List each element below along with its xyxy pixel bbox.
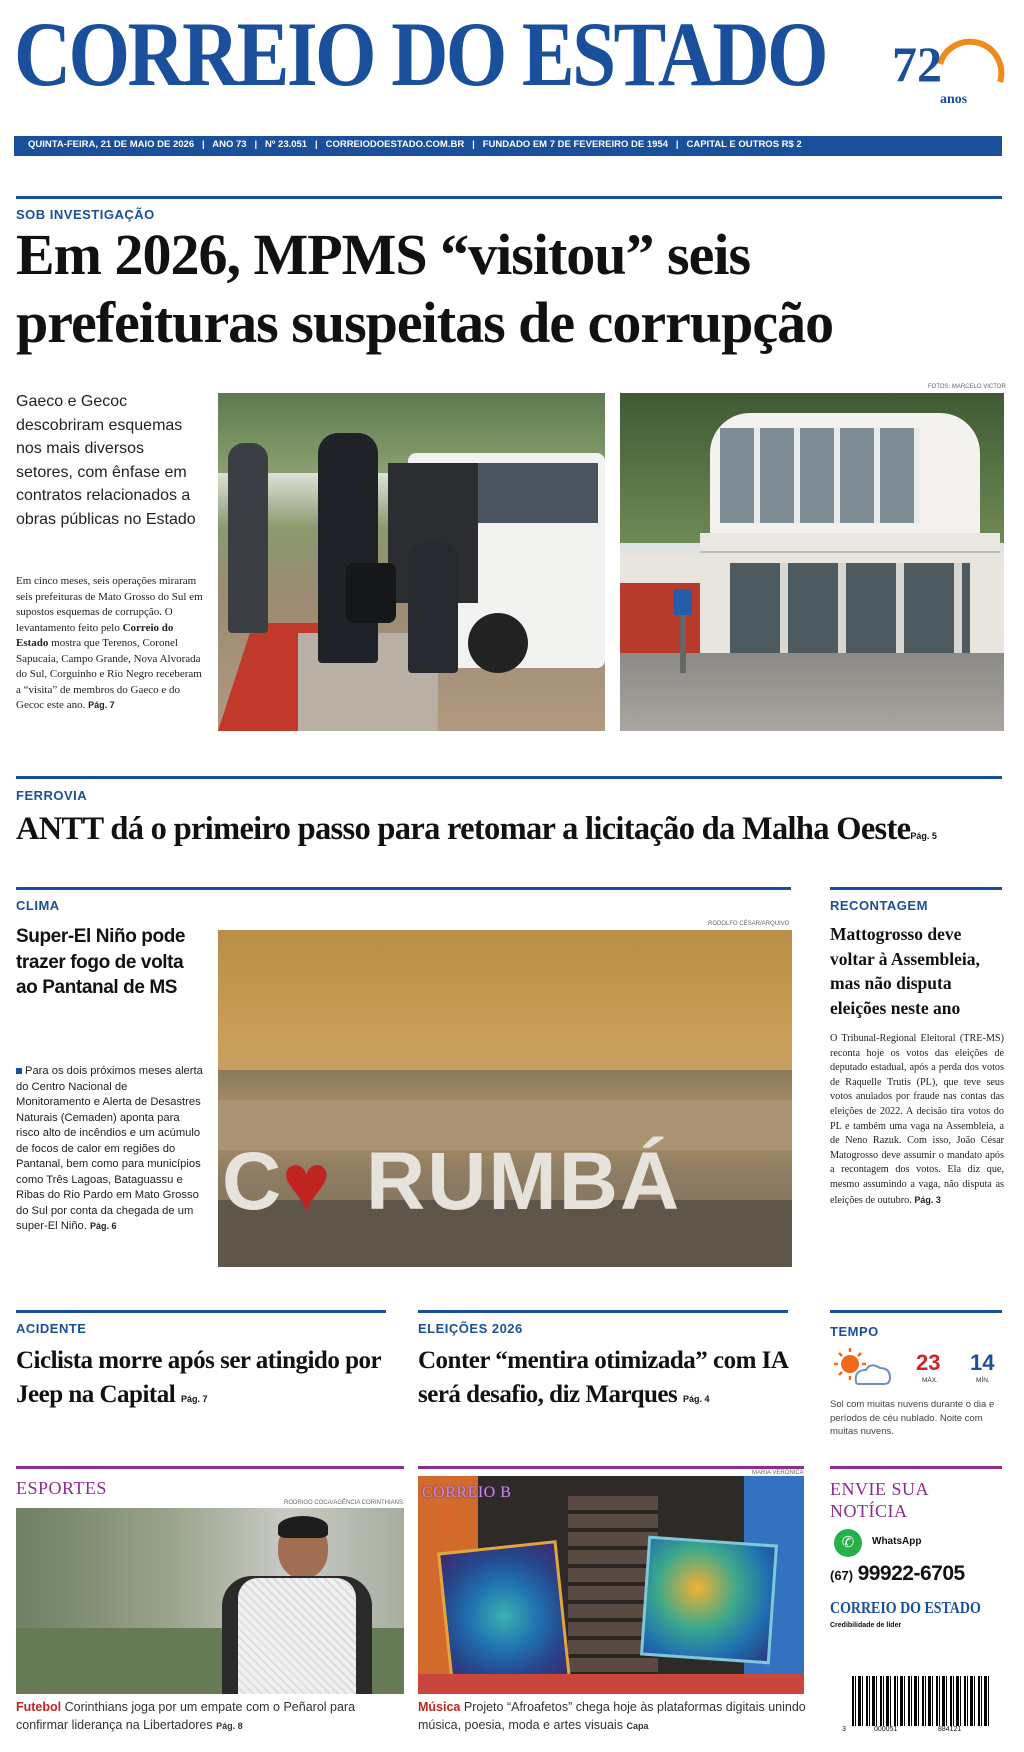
lead-page-ref[interactable]: Pág. 7: [88, 700, 115, 710]
temp-max: 23: [916, 1350, 941, 1375]
acidente-headline[interactable]: [16, 1344, 388, 1416]
lead-photo-police: [218, 393, 605, 731]
correio-b-caption[interactable]: [418, 1698, 810, 1735]
acidente-headline-text: Ciclista morre após ser atingido por Jeep na Capital: [16, 1347, 381, 1408]
whatsapp-icon: ✆: [834, 1529, 862, 1557]
envie-title: ENVIE SUA NOTÍCIA: [830, 1479, 928, 1521]
esportes-caption[interactable]: [16, 1698, 406, 1735]
esportes-page-ref[interactable]: Pág. 8: [216, 1721, 243, 1731]
anniversary-badge: [892, 34, 1012, 114]
phone-number[interactable]: [830, 1562, 965, 1586]
clima-page-ref[interactable]: Pág. 6: [90, 1221, 117, 1231]
tempo-rule: [830, 1310, 1002, 1313]
eleicoes-rule: [418, 1310, 788, 1313]
esportes-photo-credit: RODRIGO COCA/AGÊNCIA CORINTHIANS: [284, 1500, 404, 1506]
recontagem-body-text: O Tribunal-Regional Eleitoral (TRE-MS) reconta hoje os votos das eleições de deputado estadual, após a perda dos votos de Raquelle Trutis (PL), que teve seus votos anulados por fraude nas contas das eleições de 2022. A decisão tira votos do PL e também uma vaga na Assembleia, a de Neno Razuk. Com isso, João César Matogrosso deve assumir o mandato após a recontagem dos votos. Ela diz que, mesmo assumindo a vaga, não disputa as eleições de outubro.: [830, 1033, 1004, 1206]
badge-word: anos: [940, 92, 968, 107]
clima-photo-credit: RODOLFO CÉSAR/ARQUIVO: [708, 921, 790, 927]
sun-cloud-icon: [830, 1346, 894, 1390]
ferrovia-headline[interactable]: [16, 806, 937, 859]
eleicoes-kicker: ELEIÇÕES 2026: [418, 1321, 523, 1336]
weather-sun-cloud-icon: [830, 1346, 894, 1390]
correio-b-page-ref[interactable]: Capa: [626, 1721, 649, 1731]
lead-body-text-2: mostra que Terenos, Coronel Sapucaia, Campo Grande, Nova Alvorada do Sul, Corguinho e Rio Negro receberam a “visita” de membros do Gaeco e do Gecoc este ano.: [16, 637, 202, 711]
tempo-text: Sol com muitas nuvens durante o dia e períodos de céu nublado. Noite com muitas nuvens.: [830, 1399, 995, 1437]
ferrovia-page-ref[interactable]: Pág. 5: [910, 831, 937, 841]
lead-deck: Gaeco e Gecoc descobriram esquemas nos mais diversos setores, com ênfase em contratos relacionados a obras públicas no Estado: [16, 393, 196, 528]
acidente-kicker: ACIDENTE: [16, 1321, 87, 1336]
ferrovia-headline-text: ANTT dá o primeiro passo para retomar a licitação da Malha Oeste: [16, 811, 911, 847]
eleicoes-headline[interactable]: [418, 1344, 792, 1416]
esportes-text: Corinthians joga por um empate com o Peñarol para confirmar liderança na Libertadores: [16, 1700, 356, 1732]
clima-body: [16, 1064, 204, 1235]
barcode-bars: [852, 1676, 992, 1726]
clima-photo-corumba: [218, 930, 792, 1267]
clima-body-text: Para os dois próximos meses alerta do Centro Nacional de Monitoramento e Alerta de Desastres Naturais (Cemaden) aponta para risco alto de incêndios e um acúmulo de focos de calor em regiões do Pantanal, bem como para municípios como Três Lagoas, Bataguassu e Ribas do Rio Pardo em Mato Grosso do Sul por conta da chegada de um super-El Niño.: [16, 1065, 203, 1232]
recontagem-headline[interactable]: Mattogrosso deve voltar à Assembleia, mas não disputa eleições neste ano: [830, 924, 980, 1018]
phone-digits: 99922-6705: [857, 1562, 965, 1585]
lead-rule: [16, 196, 1002, 199]
barcode: [842, 1676, 1002, 1740]
correio-b-lead-word: Música: [418, 1700, 461, 1714]
masthead-title: CORREIO DO ESTADO: [14, 3, 826, 105]
temp-min: 14: [970, 1350, 995, 1375]
envie-tagline: Credibilidade de líder: [830, 1622, 902, 1629]
lead-body-text-1: Em cinco meses, seis operações miraram seis prefeituras de Mato Grosso do Sul em supostos esquemas de corrupção. O levantamento feito pelo: [16, 575, 203, 634]
clima-kicker: CLIMA: [16, 898, 60, 913]
recontagem-body: [830, 1032, 1004, 1208]
sign-letter-c: C: [222, 1136, 282, 1227]
recontagem-page-ref[interactable]: Pág. 3: [914, 1194, 941, 1205]
lead-body-bold: Correio do Estado: [16, 621, 174, 649]
bullet-square-icon: [16, 1068, 22, 1074]
correio-b-kicker: CORREIO B: [422, 1484, 512, 1501]
correio-b-rule: [418, 1466, 804, 1469]
eleicoes-page-ref[interactable]: Pág. 4: [683, 1394, 710, 1404]
dateline-text: QUINTA-FEIRA, 21 DE MAIO DE 2026 | ANO 73 | Nº 23.051 | CORREIODOESTADO.COM.BR | FUNDADO EM 7 DE FEVEREIRO DE 1954 | CAPITAL E OUTROS R$ 2: [28, 139, 802, 150]
envie-brand-logo: CORREIO DO ESTADO: [830, 1598, 981, 1617]
dateline-bar: [14, 136, 1002, 156]
esportes-kicker: ESPORTES: [16, 1478, 107, 1498]
phone-prefix: (67): [830, 1568, 854, 1583]
barcode-left-digit: 3: [842, 1726, 846, 1733]
correio-b-photo-art: [418, 1476, 804, 1694]
sign-letters-rumba: RUMBÁ: [366, 1136, 682, 1227]
whatsapp-row[interactable]: [830, 1528, 1002, 1558]
whatsapp-label: WhatsApp: [872, 1536, 922, 1547]
barcode-right-digits: 884121: [938, 1726, 962, 1733]
lead-body: [16, 574, 206, 714]
badge-number: 72: [892, 36, 942, 92]
barcode-mid-digits: 000051: [874, 1726, 898, 1733]
lead-photo-credit: FOTOS: MARCELO VICTOR: [928, 384, 1006, 390]
acidente-page-ref[interactable]: Pág. 7: [180, 1394, 208, 1404]
esportes-photo-player: [16, 1508, 404, 1694]
ferrovia-rule: [16, 776, 1002, 779]
temp-max-label: MÁX.: [922, 1377, 938, 1384]
lead-photo-building: [620, 393, 1004, 731]
envie-rule: [830, 1466, 1002, 1469]
clima-headline[interactable]: Super-El Niño pode trazer fogo de volta ao Pantanal de MS: [16, 926, 186, 998]
ferrovia-kicker: FERROVIA: [16, 788, 88, 803]
correio-b-photo-credit: MARIA VERÔNICA: [752, 1470, 804, 1476]
correio-b-text: Projeto “Afroafetos” chega hoje às plataformas digitais unindo música, poesia, moda e artes visuais: [418, 1700, 806, 1732]
recontagem-rule: [830, 887, 1002, 890]
lead-headline-line-2[interactable]: prefeituras suspeitas de corrupção: [16, 290, 834, 355]
eleicoes-headline-text: Conter “mentira otimizada” com IA será desafio, diz Marques: [418, 1347, 788, 1408]
clima-rule: [16, 887, 791, 890]
lead-headline-line-1[interactable]: Em 2026, MPMS “visitou” seis: [16, 222, 751, 287]
heart-icon: ♥: [282, 1138, 331, 1229]
lead-kicker: SOB INVESTIGAÇÃO: [16, 207, 155, 222]
esportes-rule: [16, 1466, 404, 1469]
recontagem-kicker: RECONTAGEM: [830, 898, 928, 913]
esportes-lead-word: Futebol: [16, 1700, 62, 1714]
tempo-kicker: TEMPO: [830, 1324, 879, 1339]
temp-min-label: MÍN.: [976, 1377, 990, 1384]
acidente-rule: [16, 1310, 386, 1313]
